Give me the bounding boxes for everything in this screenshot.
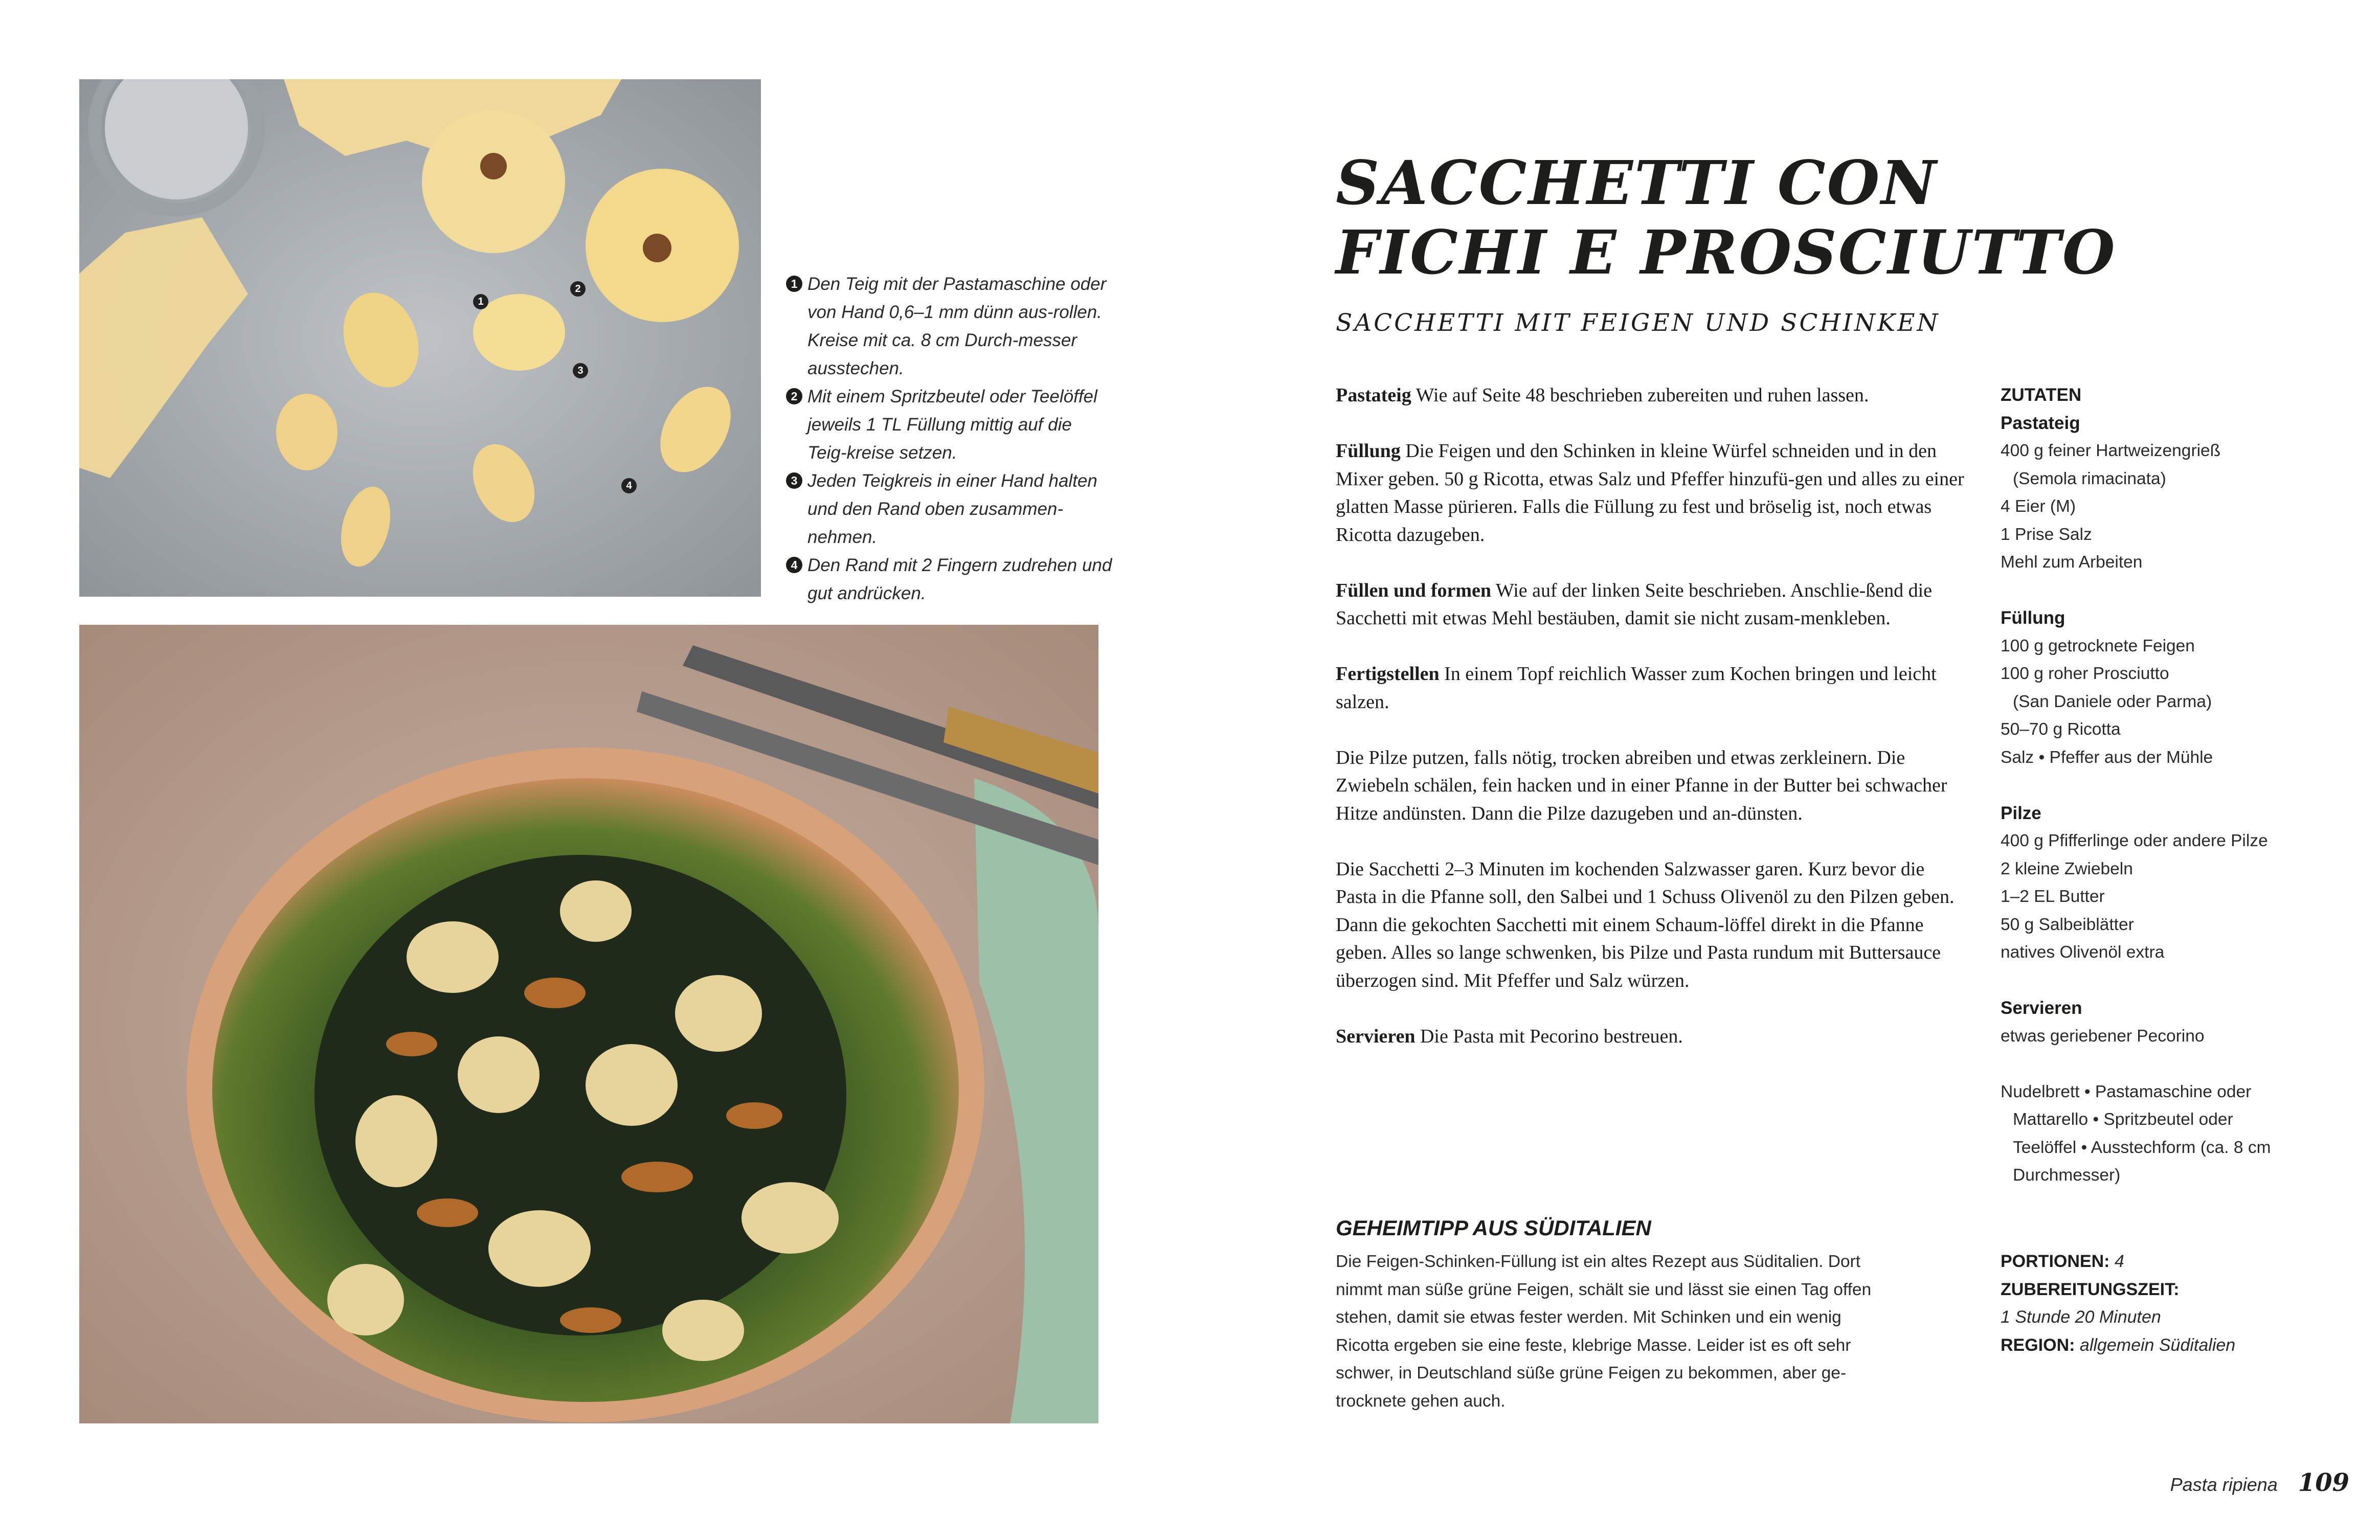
photo-dish-illustration	[79, 625, 1098, 1423]
tools-line: Mattarello • Spritzbeutel oder	[2013, 1110, 2233, 1129]
page-footer	[2170, 1468, 2349, 1497]
photo-marker-3: 3	[573, 363, 588, 378]
section-name: Pasta ripiena	[2170, 1474, 2278, 1495]
ingredient-item: (San Daniele oder Parma)	[2013, 692, 2212, 711]
method-text: Die Feigen und den Schinken in kleine Würfel schneiden und in den Mixer geben. 50 g Ricotta, etwas Salz und Pfeffer hinzufü-gen und alles zu einer glatten Masse pürieren. Falls die Füllung zu fest und bröselig ist, noch etwas Ricotta dazugeben.	[1336, 440, 1964, 546]
step-number-icon: 4	[786, 557, 802, 573]
ingredient-item: (Semola rimacinata)	[2013, 469, 2166, 488]
ingredient-item: 4 Eier (M)	[2001, 497, 2076, 516]
method-label: Pastateig	[1336, 384, 1411, 406]
method-paragraph	[1336, 437, 1970, 549]
ingredient-group-title: Pastateig	[2001, 413, 2080, 433]
tools-line: Nudelbrett • Pastamaschine oder	[2001, 1082, 2252, 1101]
recipe-title: SACCHETTI CON FICHI E PROSCIUTTO	[1336, 147, 2117, 288]
ingredient-item: natives Olivenöl extra	[2001, 943, 2165, 962]
ingredient-item: Mehl zum Arbeiten	[2001, 553, 2143, 572]
step-number-icon: 3	[786, 472, 802, 489]
ingredient-item: 50 g Salbeiblätter	[2001, 915, 2134, 934]
photo-dish	[79, 625, 1098, 1423]
method-paragraph	[1336, 660, 1970, 716]
method-section	[1336, 381, 1970, 1078]
method-paragraph	[1336, 855, 1970, 995]
ingredient-group-title: Servieren	[2001, 998, 2082, 1018]
portions-label: PORTIONEN:	[2001, 1252, 2110, 1271]
ingredient-item: 1–2 EL Butter	[2001, 887, 2105, 906]
photo-marker-2: 2	[570, 281, 586, 297]
step-text: Jeden Teigkreis in einer Hand halten und den Rand oben zusammen-nehmen.	[807, 471, 1097, 547]
step-text: Mit einem Spritzbeutel oder Teelöffel jeweils 1 TL Füllung mittig auf die Teig-kreise setzen.	[807, 387, 1097, 463]
ingredient-item: 50–70 g Ricotta	[2001, 720, 2121, 739]
photo-pasta-steps-illustration	[79, 79, 761, 597]
time-value: 1 Stunde 20 Minuten	[2001, 1307, 2161, 1327]
method-paragraph	[1336, 381, 1970, 410]
ingredient-item: Salz • Pfeffer aus der Mühle	[2001, 748, 2213, 767]
method-text: In einem Topf reichlich Wasser zum Kochen bringen und leicht salzen.	[1336, 663, 1937, 713]
ingredient-item: etwas geriebener Pecorino	[2001, 1026, 2205, 1046]
ingredient-item: 400 g feiner Hartweizengrieß	[2001, 441, 2221, 460]
time-label: ZUBEREITUNGSZEIT:	[2001, 1279, 2180, 1299]
ingredient-item: 100 g getrocknete Feigen	[2001, 636, 2195, 655]
method-text: Wie auf Seite 48 beschrieben zubereiten und ruhen lassen.	[1416, 384, 1869, 406]
portions-value: 4	[2114, 1252, 2124, 1271]
step-text: Den Rand mit 2 Fingern zudrehen und gut andrücken.	[807, 555, 1112, 603]
method-label: Füllen und formen	[1336, 579, 1492, 601]
region-line	[2001, 1331, 2307, 1360]
step-item-4	[786, 551, 1113, 607]
photo-marker-1: 1	[473, 294, 488, 309]
method-paragraph	[1336, 577, 1970, 632]
region-label: REGION:	[2001, 1335, 2075, 1355]
photo-marker-4: 4	[621, 478, 637, 493]
step-item-3	[786, 467, 1113, 551]
recipe-subtitle: SACCHETTI MIT FEIGEN UND SCHINKEN	[1336, 309, 1940, 337]
tools-line: Teelöffel • Ausstechform (ca. 8 cm	[2013, 1138, 2271, 1157]
step-number-icon: 1	[786, 276, 802, 292]
portions-line	[2001, 1248, 2307, 1276]
tools-line: Durchmesser)	[2013, 1166, 2121, 1185]
ingredients-heading: ZUTATEN	[2001, 385, 2082, 405]
method-label: Fertigstellen	[1336, 663, 1440, 685]
method-label: Füllung	[1336, 440, 1401, 462]
step-instructions	[786, 270, 1113, 607]
recipe-meta	[2001, 1248, 2307, 1359]
ingredient-group-title: Pilze	[2001, 803, 2041, 823]
step-item-1	[786, 270, 1113, 382]
ingredients-list	[2001, 381, 2307, 1190]
method-text: Die Pasta mit Pecorino bestreuen.	[1420, 1025, 1683, 1047]
tip-text: Die Feigen-Schinken-Füllung ist ein altes Rezept aus Süditalien. Dort nimmt man süße grüne Feigen, schält sie und lässt sie einen Tag offen stehen, damit sie etwas fester werden. Mit Schinken und ein wenig Ricotta ergeben sie eine feste, klebrige Masse. Leider ist es oft sehr schwer, in Deutschland süße grüne Feigen zu bekommen, aber ge-trocknete gehen auch.	[1336, 1252, 1872, 1411]
region-value: allgemein Süditalien	[2079, 1335, 2236, 1355]
method-label: Servieren	[1336, 1025, 1416, 1047]
step-text: Den Teig mit der Pastamaschine oder von Hand 0,6–1 mm dünn aus-rollen. Kreise mit ca. 8 cm Durch-messer ausstechen.	[807, 274, 1107, 378]
step-item-2	[786, 382, 1113, 467]
ingredient-group-title: Füllung	[2001, 608, 2065, 628]
photo-pasta-steps	[79, 79, 761, 597]
page-number: 109	[2298, 1468, 2349, 1497]
method-text: Wie auf der linken Seite beschrieben. Anschlie-ßend die Sacchetti mit etwas Mehl bestäuben, damit sie nicht zusam-menkleben.	[1336, 579, 1933, 629]
ingredient-item: 1 Prise Salz	[2001, 525, 2092, 544]
method-text: Die Pilze putzen, falls nötig, trocken abreiben und etwas zerkleinern. Die Zwiebeln schälen, fein hacken und in einer Pfanne in der Butter bei schwacher Hitze andünsten. Dann die Pilze dazugeben und an-dünsten.	[1336, 746, 1947, 824]
tip-title: GEHEIMTIPP AUS SÜDITALIEN	[1336, 1216, 1651, 1240]
ingredient-item: 100 g roher Prosciutto	[2001, 664, 2169, 683]
ingredient-item: 2 kleine Zwiebeln	[2001, 859, 2133, 878]
method-paragraph	[1336, 744, 1970, 828]
step-number-icon: 2	[786, 388, 802, 404]
method-paragraph	[1336, 1023, 1970, 1051]
ingredient-item: 400 g Pfifferlinge oder andere Pilze	[2001, 831, 2268, 850]
method-text: Die Sacchetti 2–3 Minuten im kochenden Salzwasser garen. Kurz bevor die Pasta in die Pfanne soll, den Salbei und 1 Schuss Olivenöl zu den Pilzen geben. Dann die gekochten Sacchetti mit einem Schaum-löffel direkt in die Pfanne geben. Alles so lange schwenken, bis Pilze und Pasta rundum mit Buttersauce überzogen sind. Mit Pfeffer und Salz würzen.	[1336, 858, 1955, 991]
